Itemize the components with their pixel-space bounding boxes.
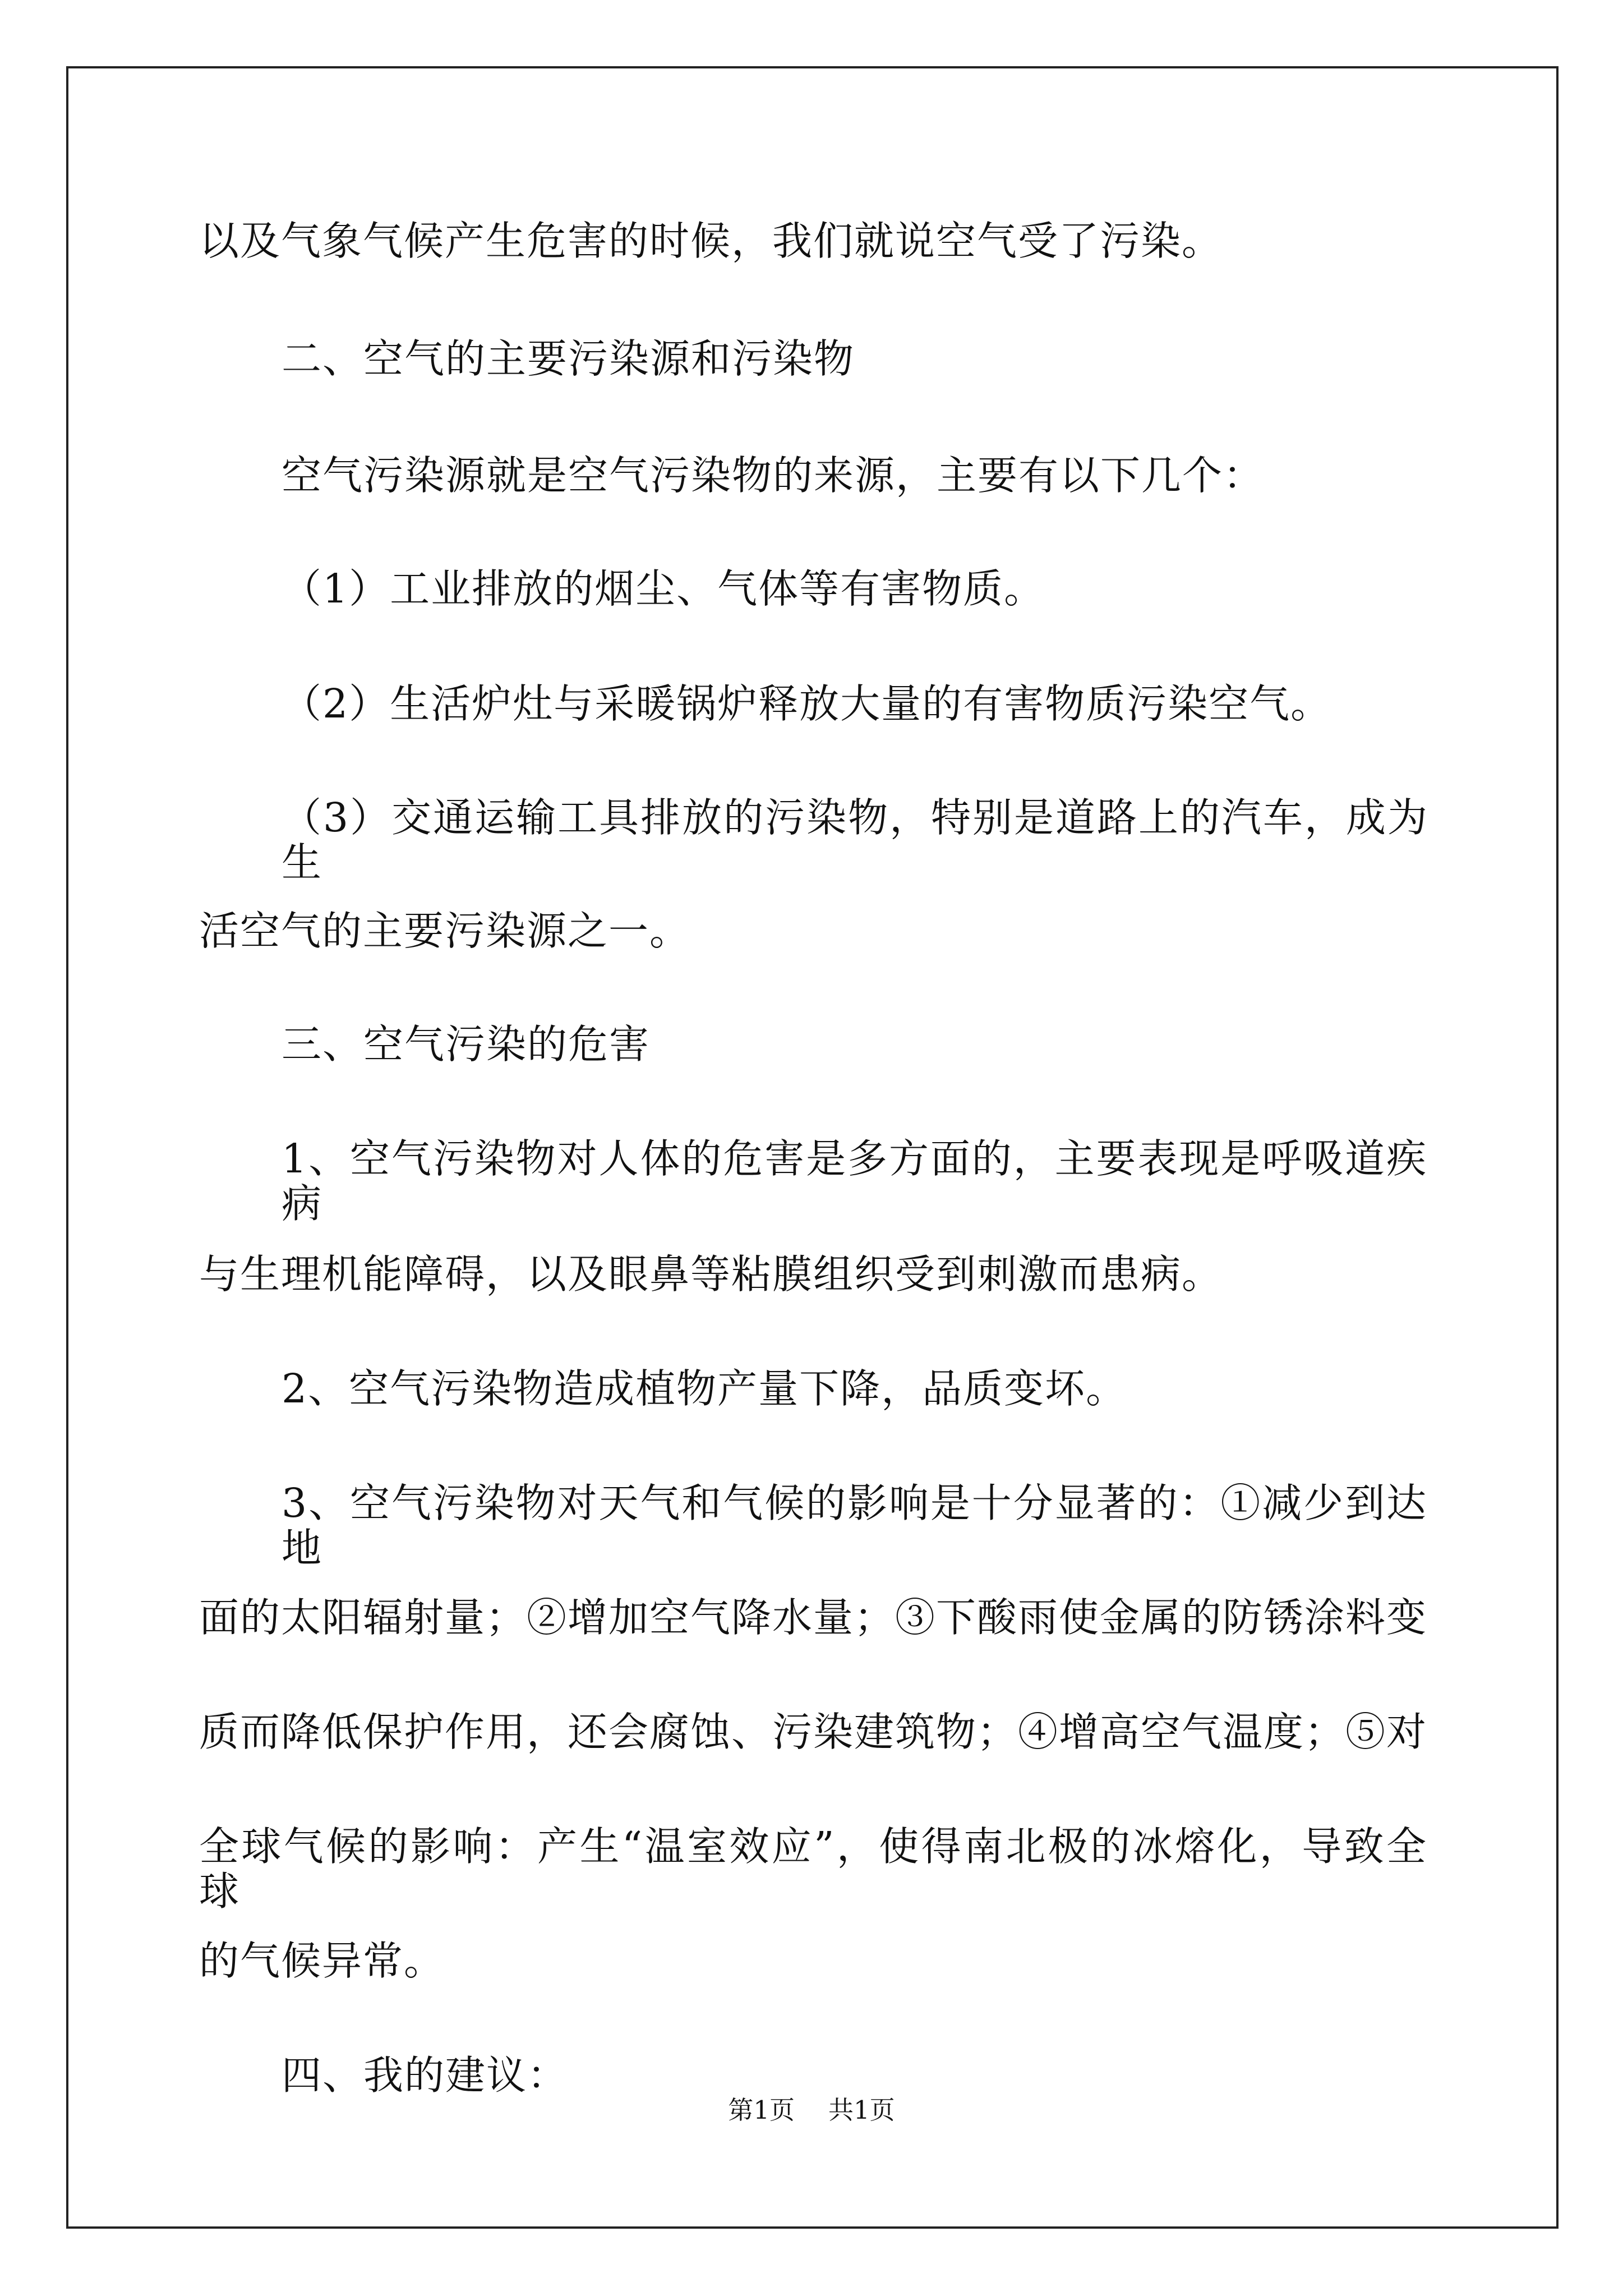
- paragraph-1-line-1: 1、空气污染物对人体的危害是多方面的，主要表现是呼吸道疾病: [282, 1135, 1427, 1227]
- list-item-2: （2）生活炉灶与采暖锅炉释放大量的有害物质污染空气。: [282, 680, 1332, 727]
- paragraph-3-line-4: 全球气候的影响：产生“温室效应”，使得南北极的冰熔化，导致全球: [199, 1823, 1427, 1915]
- section-heading-3: 三、空气污染的危害: [282, 1021, 651, 1068]
- paragraph-3-line-1: 3、空气污染物对天气和气候的影响是十分显著的：①减少到达地: [282, 1480, 1427, 1571]
- page-footer: [0, 2096, 1623, 2125]
- paragraph-3-line-3: 质而降低保护作用，还会腐蚀、污染建筑物；④增高空气温度；⑤对: [199, 1709, 1428, 1755]
- section-heading-2: 二、空气的主要污染源和污染物: [282, 335, 855, 382]
- paragraph-3-line-5: 的气候异常。: [199, 1938, 445, 1984]
- list-item-1: （1）工业排放的烟尘、气体等有害物质。: [282, 565, 1045, 612]
- list-item-3-line-2: 活空气的主要污染源之一。: [199, 908, 691, 954]
- section-heading-4: 四、我的建议：: [282, 2052, 569, 2099]
- paragraph-1-line-2: 与生理机能障碍，以及眼鼻等粘膜组织受到刺激而患病。: [199, 1251, 1223, 1297]
- paragraph-line-3: 空气污染源就是空气污染物的来源，主要有以下几个：: [282, 452, 1265, 499]
- paragraph-line-1: 以及气象气候产生危害的时候，我们就说空气受了污染。: [199, 218, 1223, 264]
- page-number-current: 第1页: [728, 2095, 795, 2125]
- paragraph-3-line-2: 面的太阳辐射量；②增加空气降水量；③下酸雨使金属的防锈涂料变: [199, 1594, 1428, 1641]
- paragraph-2-line-1: 2、空气污染物造成植物产量下降，品质变坏。: [282, 1365, 1127, 1412]
- list-item-3-line-1: （3）交通运输工具排放的污染物，特别是道路上的汽车，成为生: [282, 794, 1428, 886]
- page-number-total: 共1页: [828, 2095, 895, 2125]
